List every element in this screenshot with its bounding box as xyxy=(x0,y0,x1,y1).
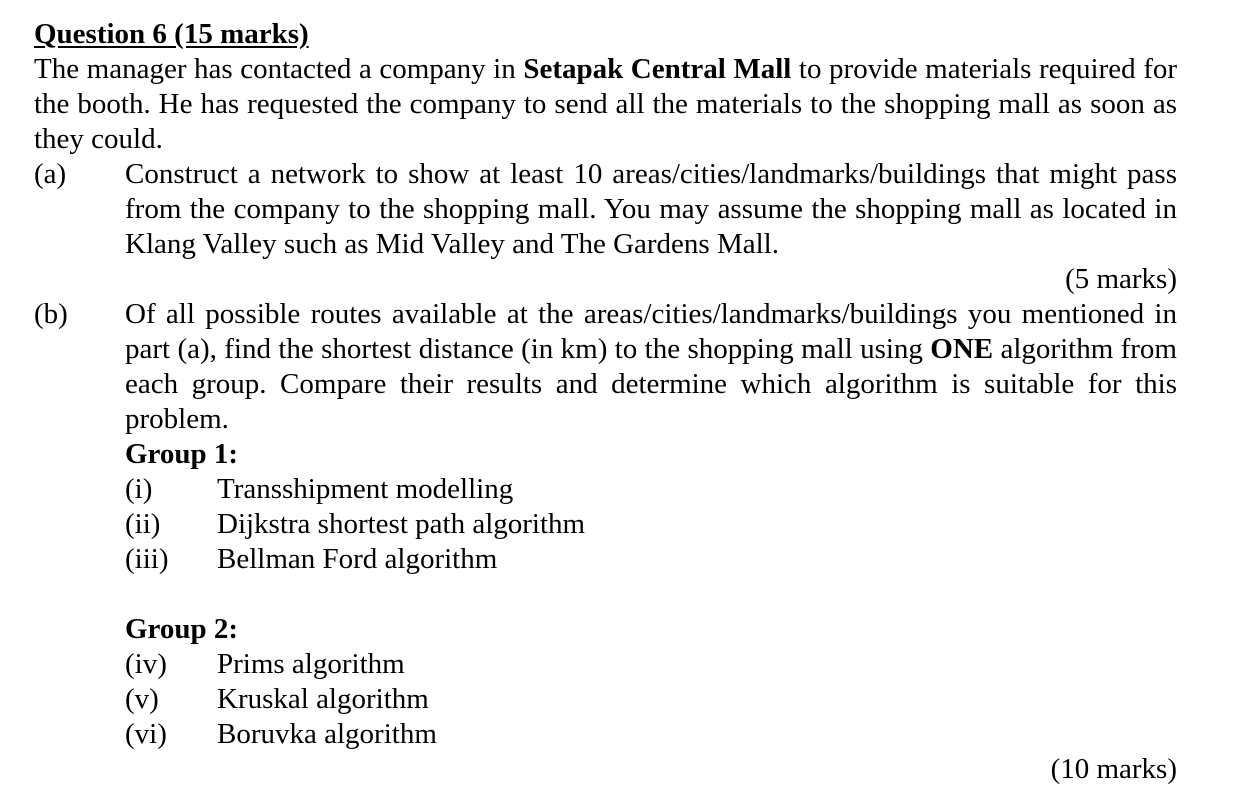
group-1-title: Group 1: xyxy=(125,438,239,470)
item-text: Prims algorithm xyxy=(217,648,405,680)
part-b-bold-one: ONE xyxy=(930,333,994,365)
part-a-text: Construct a network to show at least 10 areas/cities/landmarks/buildings that might pass from the company to the shopping mall. You may assume the shopping mall as located in Klang Valley such as Mid Valley and The Gardens Mall. xyxy=(125,158,1177,260)
intro-text-2: to provide materials required for the booth. He has requested the company to send all the materials to the shopping mall as soon as they could. xyxy=(34,53,1178,155)
part-a xyxy=(34,157,1177,262)
part-b-text xyxy=(125,297,1177,437)
question-title: Question 6 (15 marks) xyxy=(34,18,309,50)
part-b-text-2: algorithm from each group. Compare their results and determine which algorithm is suitable for this problem. xyxy=(125,333,1177,435)
group-2-title: Group 2: xyxy=(125,613,239,645)
item-text: Bellman Ford algorithm xyxy=(217,543,498,575)
group-1-item xyxy=(125,542,1177,577)
item-text: Boruvka algorithm xyxy=(217,718,437,750)
intro-bold-mall: Setapak Central Mall xyxy=(523,53,792,85)
part-b-body xyxy=(125,297,1177,752)
item-text: Dijkstra shortest path algorithm xyxy=(217,508,586,540)
part-b-label: (b) xyxy=(34,298,68,330)
item-label: (i) xyxy=(125,473,153,505)
question-page xyxy=(34,17,1177,787)
item-label: (v) xyxy=(125,683,159,715)
item-label: (iv) xyxy=(125,648,167,680)
group-1-item xyxy=(125,472,1177,507)
group-2-item xyxy=(125,717,1177,752)
part-b xyxy=(34,297,1177,752)
item-label: (iii) xyxy=(125,543,169,575)
item-label: (ii) xyxy=(125,508,161,540)
group-2-item xyxy=(125,647,1177,682)
group-2-item xyxy=(125,682,1177,717)
item-text: Transshipment modelling xyxy=(217,473,514,505)
part-b-marks: (10 marks) xyxy=(1050,753,1177,785)
part-a-marks: (5 marks) xyxy=(1065,263,1177,295)
item-text: Kruskal algorithm xyxy=(217,683,429,715)
group-1-item xyxy=(125,507,1177,542)
part-b-text-1: Of all possible routes available at the areas/cities/landmarks/buildings you mentioned in part (a), find the shortest distance (in km) to the shopping mall using xyxy=(125,298,1177,365)
part-a-label: (a) xyxy=(34,158,67,190)
question-intro xyxy=(34,52,1177,157)
intro-text-1: The manager has contacted a company in xyxy=(34,53,524,85)
item-label: (vi) xyxy=(125,718,167,750)
group-spacer xyxy=(125,577,1177,612)
